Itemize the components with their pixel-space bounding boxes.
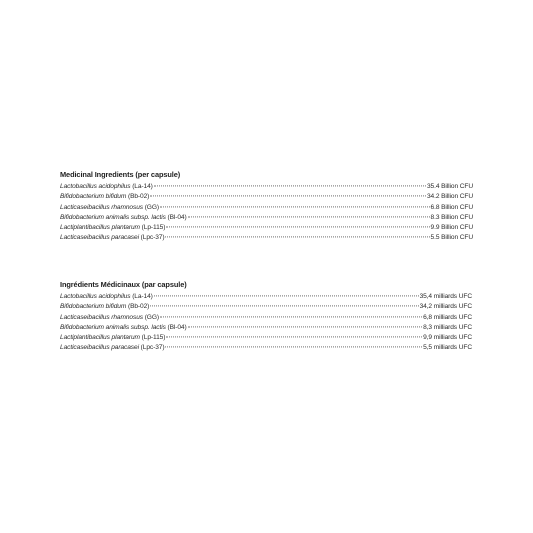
ingredient-name <box>60 333 165 343</box>
ingredient-name <box>60 192 149 202</box>
ingredient-amount: 35.4 Billion CFU <box>426 183 473 190</box>
dot-leader <box>188 216 430 217</box>
ingredient-name <box>60 182 153 192</box>
ingredient-strain: (La-14) <box>132 183 153 190</box>
dot-leader <box>154 295 419 296</box>
ingredient-species: Lacticaseibacillus rhamnosus <box>60 313 143 321</box>
ingredients-panel-french <box>60 281 472 354</box>
ingredient-row <box>60 343 472 353</box>
ingredient-species: Lactobacillus acidophilus <box>60 293 131 300</box>
ingredient-amount: 6.8 Billion CFU <box>430 203 473 211</box>
ingredient-amount: 35,4 milliards UFC <box>419 293 472 300</box>
ingredient-strain: (Lpc-37) <box>140 344 165 352</box>
ingredient-amount: 8,3 milliards UFC <box>423 323 472 331</box>
ingredient-row <box>60 313 472 323</box>
ingredient-row <box>60 292 472 302</box>
ingredient-species: Bifidobacterium bifidum <box>60 303 127 311</box>
ingredient-name <box>60 343 164 353</box>
ingredient-name <box>60 323 187 333</box>
ingredient-row <box>60 233 473 243</box>
ingredients-heading-french: Ingrédients Médicinaux (par capsule) <box>60 280 187 289</box>
ingredient-species: Bifidobacterium animalis subsp. lactis <box>60 323 166 331</box>
ingredient-strain: (Bl-04) <box>167 323 187 331</box>
ingredient-name <box>60 233 164 243</box>
ingredient-strain: (Lp-115) <box>141 334 166 342</box>
ingredients-panel-english <box>60 171 473 244</box>
dot-leader <box>154 185 426 186</box>
ingredient-strain: (Bl-04) <box>167 213 187 221</box>
ingredient-strain: (GG) <box>144 313 159 321</box>
dot-leader <box>165 237 429 238</box>
ingredient-name <box>60 313 159 323</box>
ingredient-strain: (Lpc-37) <box>140 234 165 242</box>
ingredient-species: Lactiplantibacillus plantarum <box>60 224 140 232</box>
ingredient-strain: (La-14) <box>132 293 153 300</box>
ingredient-strain: (Lp-115) <box>141 224 166 232</box>
ingredient-amount: 8.3 Billion CFU <box>430 213 473 221</box>
ingredient-species: Lacticaseibacillus paracasei <box>60 234 139 242</box>
ingredient-species: Lactobacillus acidophilus <box>60 183 131 190</box>
ingredient-species: Lactiplantibacillus plantarum <box>60 334 140 342</box>
dot-leader <box>150 196 426 197</box>
dot-leader <box>150 306 418 307</box>
ingredient-amount: 34.2 Billion CFU <box>426 193 473 201</box>
ingredient-row <box>60 182 473 192</box>
ingredient-strain: (GG) <box>144 203 159 211</box>
ingredient-amount: 9.9 Billion CFU <box>430 224 473 232</box>
ingredient-name <box>60 223 165 233</box>
ingredient-strain: (Bb-02) <box>127 303 150 311</box>
ingredient-species: Lacticaseibacillus paracasei <box>60 344 139 352</box>
ingredients-list-french <box>60 292 472 354</box>
dot-leader <box>165 347 422 348</box>
ingredient-amount: 6,8 milliards UFC <box>423 313 472 321</box>
ingredient-row <box>60 223 473 233</box>
ingredient-name <box>60 203 159 213</box>
ingredient-row <box>60 192 473 202</box>
ingredient-name <box>60 292 153 302</box>
ingredient-amount: 34,2 milliards UFC <box>419 303 472 311</box>
ingredient-amount: 9,9 milliards UFC <box>423 334 472 342</box>
dot-leader <box>166 337 422 338</box>
ingredient-amount: 5,5 milliards UFC <box>423 344 472 352</box>
ingredients-heading-english: Medicinal Ingredients (per capsule) <box>60 170 181 179</box>
ingredient-species: Bifidobacterium animalis subsp. lactis <box>60 213 166 221</box>
ingredient-amount: 5.5 Billion CFU <box>430 234 473 242</box>
dot-leader <box>160 316 422 317</box>
ingredient-row <box>60 302 472 312</box>
dot-leader <box>166 227 429 228</box>
dot-leader <box>188 326 423 327</box>
ingredient-name <box>60 302 149 312</box>
ingredient-species: Bifidobacterium bifidum <box>60 193 127 201</box>
ingredient-row <box>60 213 473 223</box>
ingredient-row <box>60 203 473 213</box>
ingredient-strain: (Bb-02) <box>127 193 150 201</box>
ingredient-row <box>60 333 472 343</box>
ingredients-list-english <box>60 182 473 244</box>
ingredient-species: Lacticaseibacillus rhamnosus <box>60 203 143 211</box>
ingredient-row <box>60 323 472 333</box>
dot-leader <box>160 206 430 207</box>
ingredient-name <box>60 213 187 223</box>
